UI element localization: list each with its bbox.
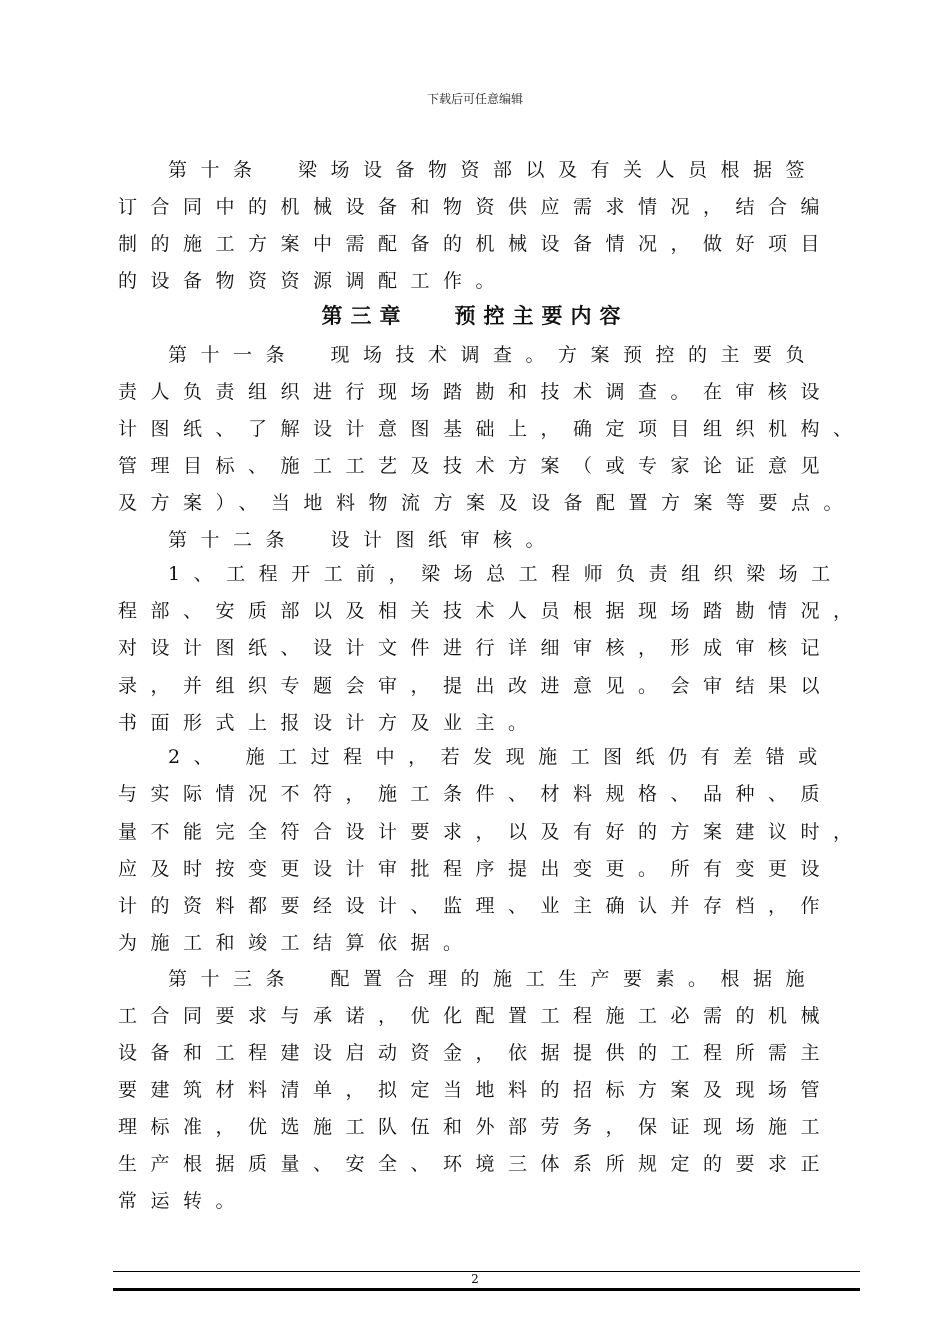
chapter-number: 第三章 bbox=[321, 303, 409, 328]
paragraph-line: 生产根据质量、安全、环境三体系所规定的要求正 bbox=[118, 1153, 834, 1175]
paragraph-line: 第十二条 设计图纸审核。 bbox=[168, 529, 559, 551]
paragraph-line: 应及时按变更设计审批程序提出变更。所有变更设 bbox=[118, 858, 834, 880]
page-header: 下载后可任意编辑 bbox=[426, 92, 523, 106]
paragraph-line: 对设计图纸、设计文件进行详细审核，形成审核记 bbox=[118, 637, 834, 659]
paragraph-line: 书面形式上报设计方及业主。 bbox=[118, 712, 541, 734]
paragraph-line: 常运转。 bbox=[118, 1190, 249, 1212]
paragraph-line: 要建筑材料清单，拟定当地料的招标方案及现场管 bbox=[118, 1079, 834, 1101]
footer-rule-bottom bbox=[113, 1288, 860, 1291]
paragraph-line: 第十三条 配置合理的施工生产要素。根据施 bbox=[168, 968, 819, 990]
paragraph-line: 工合同要求与承诺，优化配置工程施工必需的机械 bbox=[118, 1005, 834, 1027]
paragraph-line: 第十一条 现场技术调查。方案预控的主要负 bbox=[168, 344, 819, 366]
paragraph-line: 量不能完全符合设计要求，以及有好的方案建议时， bbox=[118, 821, 866, 843]
chapter-title: 预控主要内容 bbox=[454, 303, 629, 328]
paragraph-line: 设备和工程建设启动资金，依据提供的工程所需主 bbox=[118, 1042, 834, 1064]
paragraph-line: 2、 施工过程中，若发现施工图纸仍有差错或 bbox=[168, 746, 831, 768]
paragraph-line: 订合同中的机械设备和物资供应需求情况，结合编 bbox=[118, 196, 834, 218]
paragraph-line: 第十条 梁场设备物资部以及有关人员根据签 bbox=[168, 159, 819, 181]
paragraph-line: 计的资料都要经设计、监理、业主确认并存档，作 bbox=[118, 895, 834, 917]
paragraph-line: 与实际情况不符，施工条件、材料规格、品种、质 bbox=[118, 783, 834, 805]
paragraph-line: 计图纸、了解设计意图基础上，确定项目组织机构、 bbox=[118, 418, 866, 440]
paragraph-line: 制的施工方案中需配备的机械设备情况，做好项目 bbox=[118, 233, 834, 255]
paragraph-line: 管理目标、施工工艺及技术方案（或专家论证意见 bbox=[118, 455, 834, 477]
paragraph-line: 的设备物资资源调配工作。 bbox=[118, 270, 509, 292]
paragraph-line: 及方案）、当地料物流方案及设备配置方案等要点。 bbox=[118, 492, 857, 514]
paragraph-line: 1、工程开工前，梁场总工程师负责组织梁场工 bbox=[168, 563, 844, 585]
paragraph-line: 理标准，优选施工队伍和外部劳务，保证现场施工 bbox=[118, 1116, 834, 1138]
paragraph-line: 责人负责组织进行现场踏勘和技术调查。在审核设 bbox=[118, 381, 834, 403]
page-number: 2 bbox=[471, 1272, 479, 1286]
chapter-heading bbox=[0, 302, 950, 330]
paragraph-line: 为施工和竣工结算依据。 bbox=[118, 932, 476, 954]
paragraph-line: 程部、安质部以及相关技术人员根据现场踏勘情况， bbox=[118, 600, 866, 622]
paragraph-line: 录，并组织专题会审，提出改进意见。会审结果以 bbox=[118, 675, 834, 697]
